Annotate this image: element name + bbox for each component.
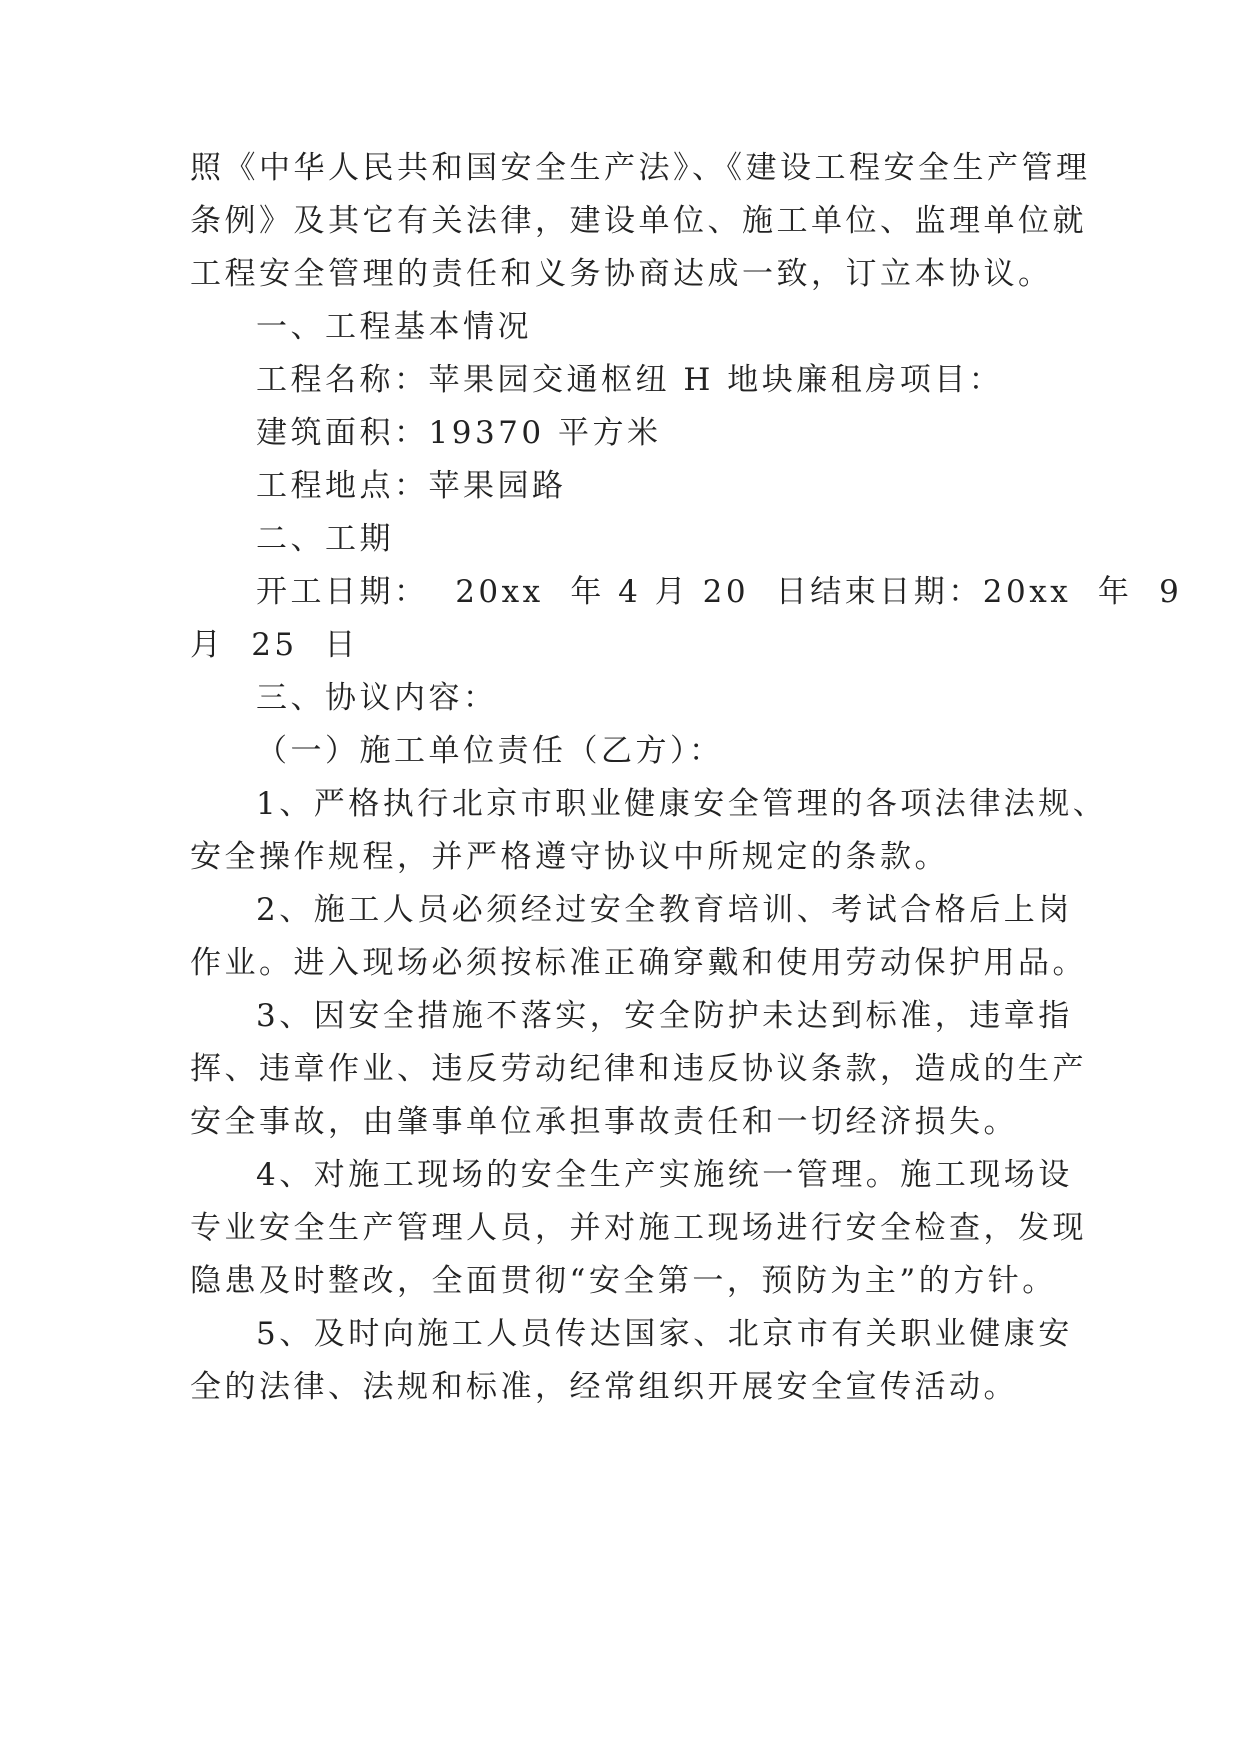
paragraph-line: 专业安全生产管理人员，并对施工现场进行安全检查，发现 bbox=[190, 1210, 1087, 1246]
subsection-heading: （一）施工单位责任（乙方）： bbox=[256, 733, 724, 769]
paragraph-line: 2、施工人员必须经过安全教育培训、考试合格后上岗 bbox=[256, 892, 1073, 928]
paragraph-line: 安全操作规程，并严格遵守协议中所规定的条款。 bbox=[190, 839, 949, 875]
section-heading: 一、工程基本情况 bbox=[256, 309, 532, 345]
paragraph-line: 开工日期： 20xx 年 4 月 20 日结束日期：20xx 年 9 bbox=[256, 574, 1183, 610]
paragraph-line: 5、及时向施工人员传达国家、北京市有关职业健康安 bbox=[256, 1316, 1073, 1352]
section-heading: 三、协议内容： bbox=[256, 680, 498, 716]
paragraph-line: 照《中华人民共和国安全生产法》、《建设工程安全生产管理 bbox=[190, 150, 1091, 186]
paragraph-line: 1、严格执行北京市职业健康安全管理的各项法律法规、 bbox=[256, 786, 1108, 822]
paragraph-line: 条例》及其它有关法律，建设单位、施工单位、监理单位就 bbox=[190, 203, 1087, 239]
paragraph-line: 安全事故，由肇事单位承担事故责任和一切经济损失。 bbox=[190, 1104, 1018, 1140]
paragraph-line: 工程地点：苹果园路 bbox=[256, 468, 567, 504]
paragraph-line: 全的法律、法规和标准，经常组织开展安全宣传活动。 bbox=[190, 1369, 1018, 1405]
paragraph-line: 4、对施工现场的安全生产实施统一管理。施工现场设 bbox=[256, 1157, 1073, 1193]
section-heading: 二、工期 bbox=[256, 521, 394, 557]
paragraph-line: 建筑面积：19370 平方米 bbox=[256, 415, 662, 451]
paragraph-line: 作业。进入现场必须按标准正确穿戴和使用劳动保护用品。 bbox=[190, 945, 1087, 981]
paragraph-line: 隐患及时整改，全面贯彻“安全第一，预防为主”的方针。 bbox=[190, 1263, 1057, 1299]
paragraph-line: 工程安全管理的责任和义务协商达成一致，订立本协议。 bbox=[190, 256, 1053, 292]
paragraph-line: 挥、违章作业、违反劳动纪律和违反协议条款，造成的生产 bbox=[190, 1051, 1087, 1087]
paragraph-line: 月 25 日 bbox=[190, 627, 359, 663]
paragraph-line: 3、因安全措施不落实，安全防护未达到标准，违章指 bbox=[256, 998, 1073, 1034]
paragraph-line: 工程名称：苹果园交通枢纽 H 地块廉租房项目： bbox=[256, 362, 1004, 398]
